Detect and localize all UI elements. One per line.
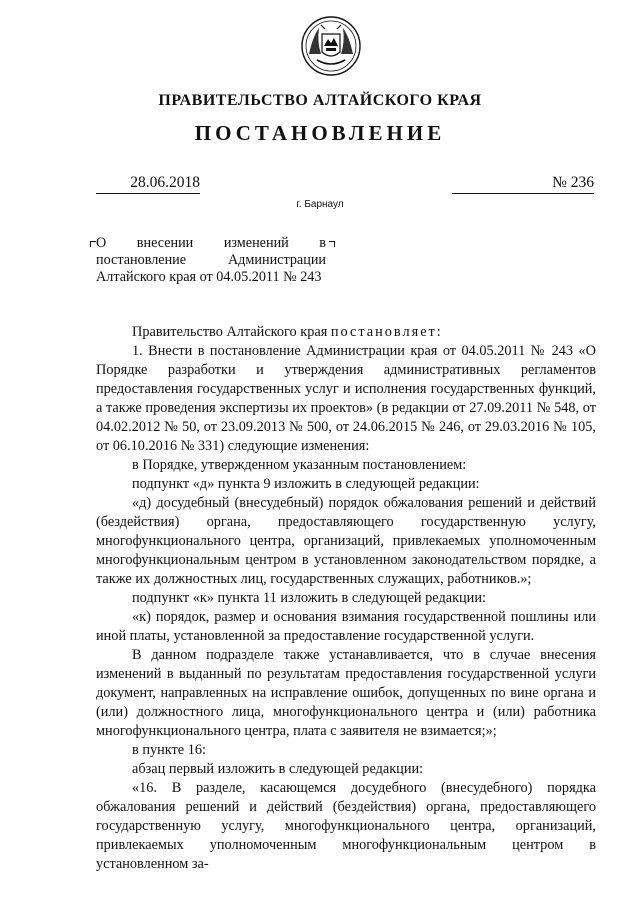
body-paragraph: «к) порядок, размер и основания взимания государственной пошлины или иной платы, установленной за предоставление государственной услуги. <box>96 609 596 644</box>
resolution-verb: постановляет <box>330 324 437 340</box>
bracket-left <box>90 241 96 247</box>
document-city: г. Барнаул <box>296 199 344 210</box>
body-paragraph: подпункт «к» пункта 11 изложить в следующей редакции: <box>132 590 486 606</box>
body-paragraph: в Порядке, утвержденном указанным постановлением: <box>132 457 467 473</box>
body-paragraph: «д) досудебный (внесудебный) порядок обжалования решений и действий (бездействия) органа, предоставляющего государственную услугу, многофункционального центра, организаций, привлекаемых уполномоченным многофункциональным центром в установленном законодательством порядке, а также их должностных лиц, государственных служащих, работников.»; <box>96 495 596 587</box>
document-date: 28.06.2018 <box>96 174 200 194</box>
body-paragraph: «16. В разделе, касающемся досудебного (внесудебного) порядка обжалования решений и действий (бездействия) органа, предоставляющего государственную услугу, многофункционального центра, организаций, привлекаемых уполномоченным многофункциональным центром в установленном за- <box>96 780 596 872</box>
document-subject <box>96 235 326 286</box>
document-type-title: ПОСТАНОВЛЕНИЕ <box>194 121 446 145</box>
body-paragraph: абзац первый изложить в следующей редакции: <box>132 761 424 777</box>
intro-paragraph: Правительство Алтайского края постановляет: <box>132 324 441 340</box>
coat-of-arms-emblem <box>299 14 363 78</box>
document-body <box>96 323 596 874</box>
bracket-right <box>329 241 335 247</box>
body-paragraph: подпункт «д» пункта 9 изложить в следующей редакции: <box>132 476 480 492</box>
document-number: № 236 <box>452 174 594 194</box>
body-paragraph: в пункте 16: <box>132 742 206 758</box>
body-paragraph: В данном подразделе также устанавливается, что в случае внесения изменений в выданный по результатам предоставления государственной услуги документ, направленных на исправление ошибок, допущенных по вине органа и (или) должностного лица, многофункционального центра и (или) работника многофункционального центра, плата с заявителя не взимается;»; <box>96 647 596 739</box>
subject-text: О внесении изменений в постановление Администрации Алтайского края от 04.05.2011 № 243 <box>96 235 326 285</box>
body-paragraph: 1. Внести в постановление Администрации края от 04.05.2011 № 243 «О Порядке разработки и утверждения административных регламентов предоставления государственных услуг и исполнения государственных функций, а также проведения экспертизы их проектов» (в редакции от 27.09.2011 № 548, от 04.02.2012 № 50, от 23.09.2013 № 500, от 24.06.2015 № 246, от 29.03.2016 № 105, от 06.10.2016 № 331) следующие изменения: <box>96 343 596 454</box>
government-name: ПРАВИТЕЛЬСТВО АЛТАЙСКОГО КРАЯ <box>158 92 482 109</box>
